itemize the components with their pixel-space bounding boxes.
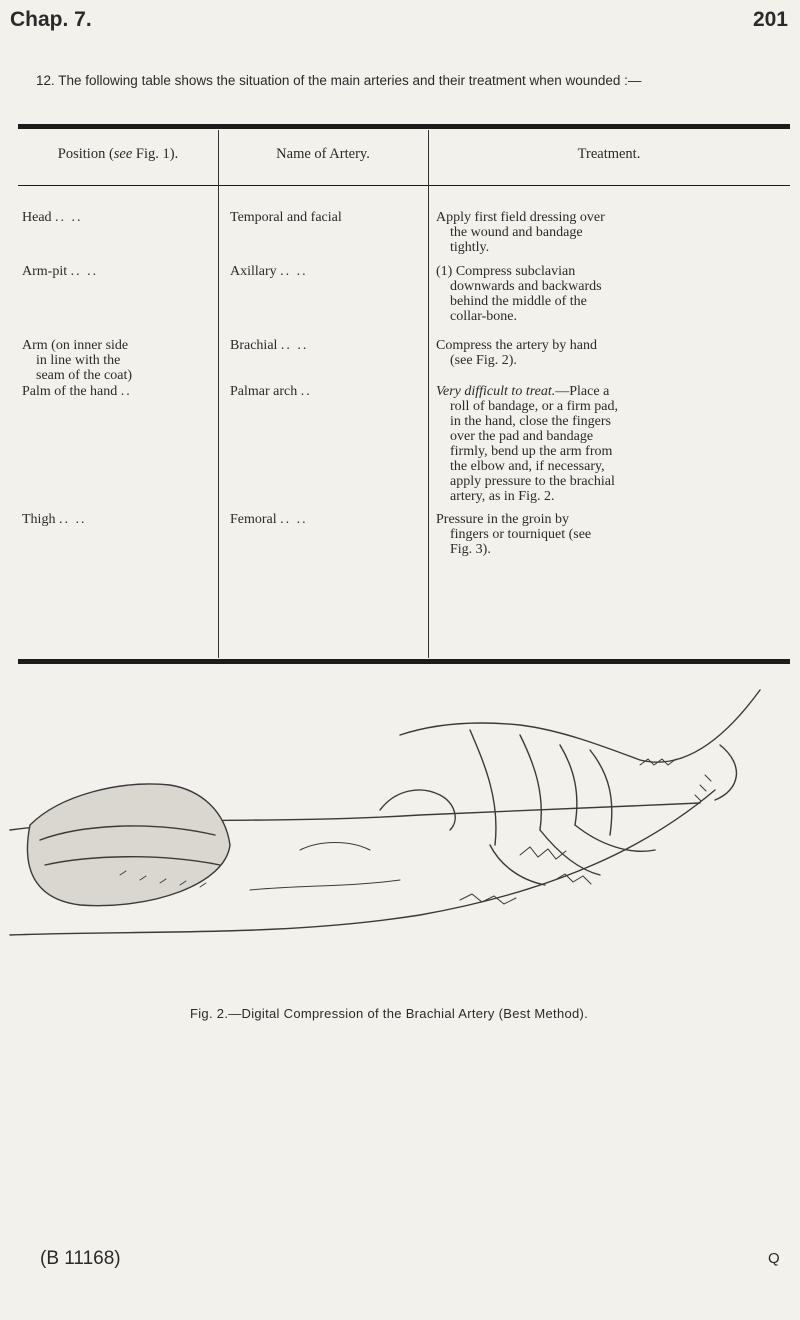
column-divider-1 [218, 130, 219, 658]
table-row-position: Arm (on inner side in line with the seam of the coat) [22, 338, 133, 383]
table-row-artery: Palmar arch .. [230, 384, 312, 399]
table-row-artery: Brachial .. .. [230, 338, 309, 353]
table-row-position: Thigh .. .. [22, 512, 87, 527]
hands-compressing-arm-illustration [0, 675, 800, 995]
column-divider-2 [428, 130, 429, 658]
column-header-artery: Name of Artery. [276, 146, 370, 162]
table-bottom-rule [18, 659, 790, 664]
table-row-treatment: Very difficult to treat.—Place a roll of bandage, or a firm pad, in the hand, close the fingers over the pad and bandage firmly, bend up the arm from the elbow and, if necessary, apply pressure to the brachial artery, as in Fig. 2. [436, 384, 618, 504]
table-row-position: Head .. .. [22, 210, 83, 225]
table-row-artery: Axillary .. .. [230, 264, 308, 279]
table-row-position: Arm-pit .. .. [22, 264, 99, 279]
page-number: 201 [752, 8, 788, 31]
column-header-position: Position (see Fig. 1). [57, 146, 179, 162]
table-row-position: Palm of the hand .. [22, 384, 132, 399]
table-top-rule [18, 124, 790, 129]
table-row-treatment: Apply first field dressing over the wound and bandage tightly. [436, 210, 605, 255]
figure-caption: Fig. 2.—Digital Compression of the Brachial Artery (Best Method). [190, 1006, 589, 1021]
chapter-heading: Chap. 7. [10, 8, 92, 31]
table-row-treatment: Pressure in the groin by fingers or tourniquet (see Fig. 3). [436, 512, 592, 557]
header-bottom-rule [18, 185, 790, 186]
table-row-treatment: Compress the artery by hand (see Fig. 2). [436, 338, 597, 368]
table-row-artery: Femoral .. .. [230, 512, 308, 527]
signature-mark: Q [768, 1250, 780, 1267]
intro-paragraph: 12. The following table shows the situation of the main arteries and their treatment when wounded :— [36, 73, 642, 88]
column-header-treatment: Treatment. [577, 146, 641, 162]
table-row-artery: Temporal and facial [230, 210, 342, 225]
print-code: (B 11168) [40, 1248, 121, 1269]
table-row-treatment: (1) Compress subclavian downwards and backwards behind the middle of the collar-bone. [436, 264, 602, 324]
